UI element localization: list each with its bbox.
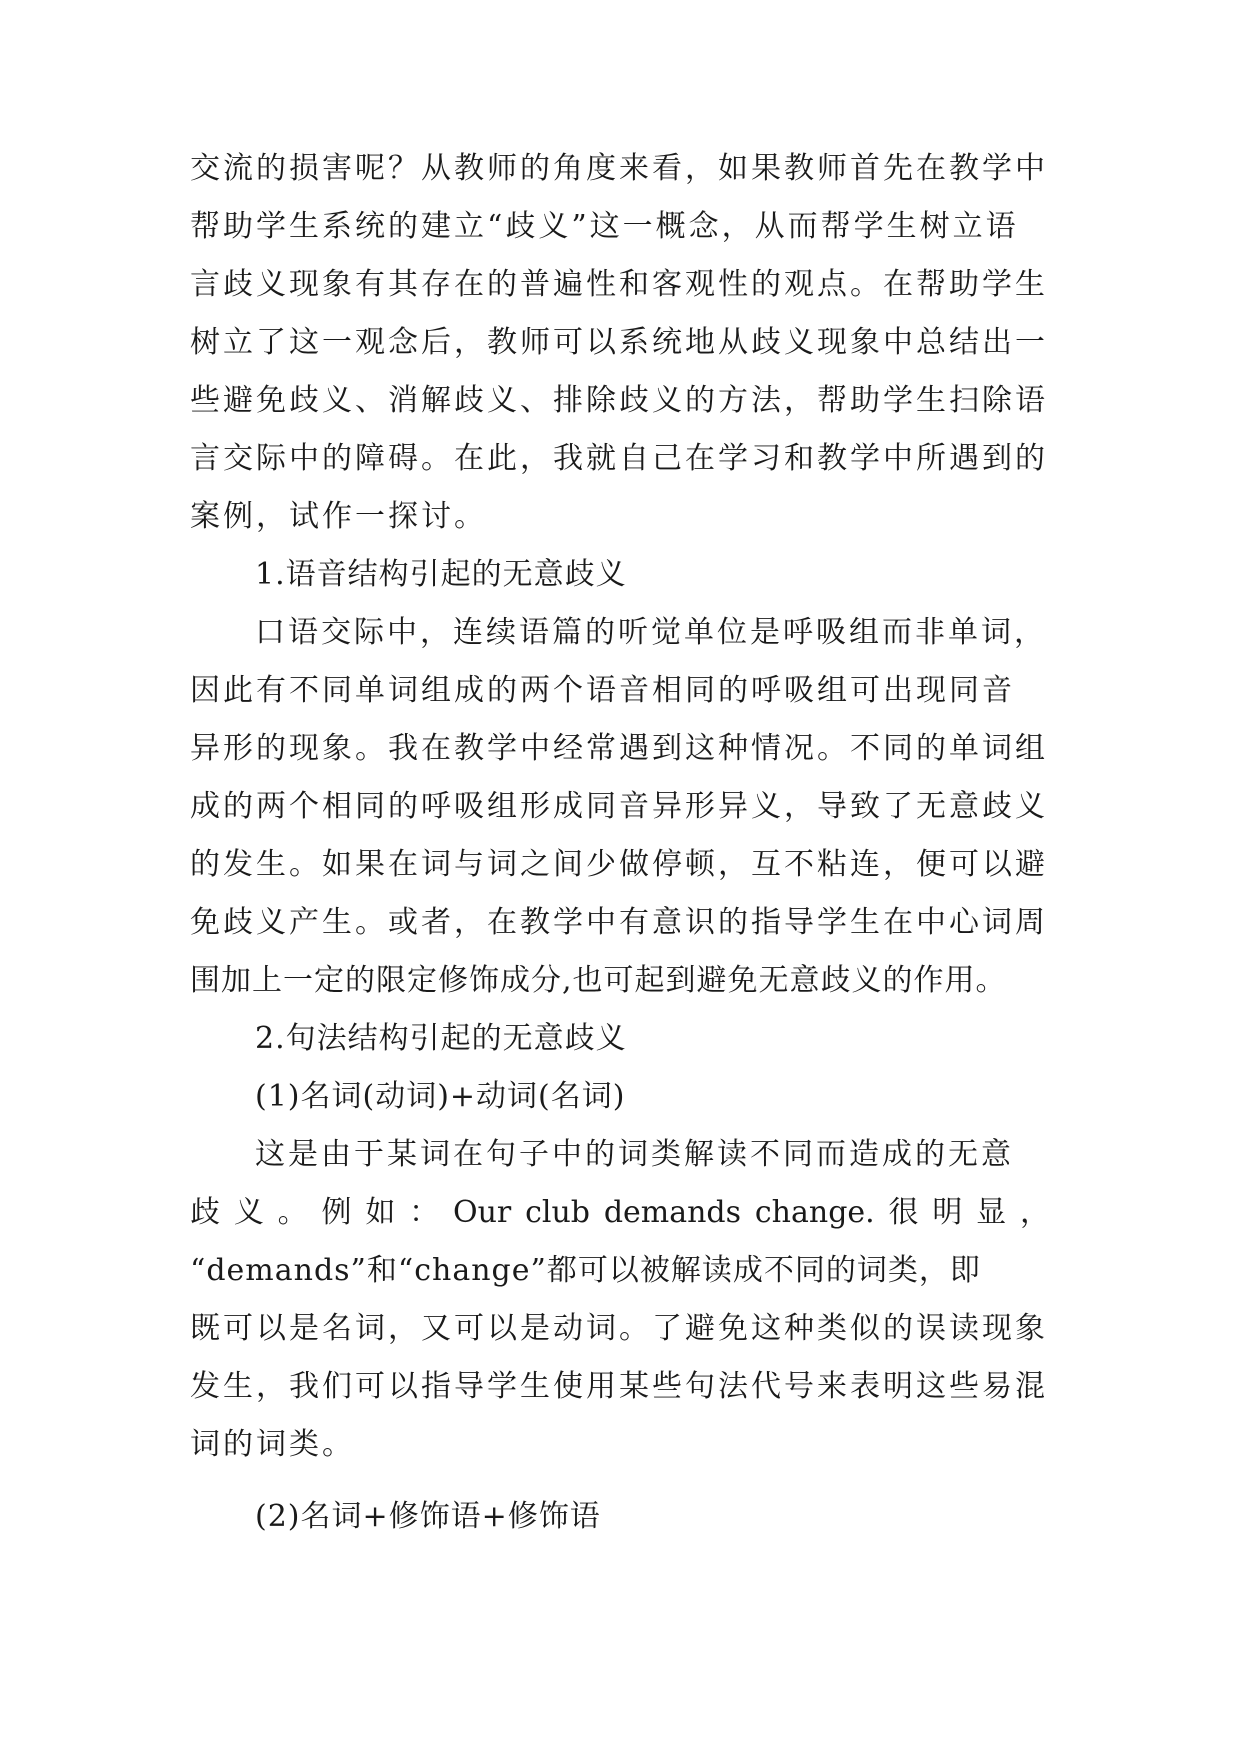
text-fragment: 义	[233, 1195, 264, 1230]
section-heading: 1.语音结构引起的无意歧义	[255, 557, 627, 592]
text-fragment: ：	[409, 1195, 440, 1230]
paragraph-line: 词的词类。	[190, 1427, 355, 1462]
paragraph-line: 些避免歧义、消解歧义、排除歧义的方法，帮助学生扫除语	[190, 383, 1048, 418]
text-fragment: demands	[603, 1195, 742, 1230]
subsection-heading: (1)名词(动词)+动词(名词)	[255, 1079, 626, 1114]
text-fragment: 例	[321, 1195, 352, 1230]
text-fragment: 歧	[190, 1195, 220, 1230]
paragraph-line: 免歧义产生。或者，在教学中有意识的指导学生在中心词周	[190, 905, 1048, 940]
paragraph-line: 口语交际中，连续语篇的听觉单位是呼吸组而非单词，	[255, 615, 1047, 650]
paragraph-line: 交流的损害呢？从教师的角度来看，如果教师首先在教学中	[190, 151, 1048, 186]
text-fragment: 。	[277, 1195, 308, 1230]
paragraph-line: 围加上一定的限定修饰成分,也可起到避免无意歧义的作用。	[190, 963, 1007, 998]
section-heading: 2.句法结构引起的无意歧义	[255, 1021, 627, 1056]
text-fragment: 如	[365, 1195, 396, 1230]
paragraph-line: 树立了这一观念后，教师可以系统地从歧义现象中总结出一	[190, 325, 1048, 360]
paragraph-line: 既可以是名词，又可以是动词。了避免这种类似的误读现象	[190, 1311, 1048, 1346]
paragraph-line: 因此有不同单词组成的两个语音相同的呼吸组可出现同音	[190, 673, 1015, 708]
paragraph-line: 发生，我们可以指导学生使用某些句法代号来表明这些易混	[190, 1369, 1048, 1404]
paragraph-line: 成的两个相同的呼吸组形成同音异形异义，导致了无意歧义	[190, 789, 1048, 824]
text-fragment: Our	[452, 1195, 512, 1230]
paragraph-line: 的发生。如果在词与词之间少做停顿，互不粘连，便可以避	[190, 847, 1048, 882]
paragraph-line: 言交际中的障碍。在此，我就自己在学习和教学中所遇到的	[190, 441, 1048, 476]
paragraph-line-justified	[190, 1184, 1050, 1242]
paragraph-line: 这是由于某词在句子中的词类解读不同而造成的无意	[255, 1137, 1014, 1172]
text-fragment: ，	[1020, 1195, 1050, 1230]
subsection-heading: (2)名词+修饰语+修饰语	[255, 1499, 601, 1534]
text-fragment: 明	[932, 1195, 963, 1230]
paragraph-line: “demands”和“change”都可以被解读成不同的词类，即	[190, 1253, 981, 1288]
text-fragment: 很	[888, 1195, 919, 1230]
paragraph-line: 异形的现象。我在教学中经常遇到这种情况。不同的单词组	[190, 731, 1048, 766]
text-fragment: club	[525, 1195, 590, 1230]
text-fragment: 显	[976, 1195, 1007, 1230]
text-fragment: change.	[754, 1195, 875, 1230]
paragraph-line: 言歧义现象有其存在的普遍性和客观性的观点。在帮助学生	[190, 267, 1048, 302]
paragraph-line: 案例，试作一探讨。	[190, 499, 487, 534]
paragraph-line: 帮助学生系统的建立“歧义”这一概念，从而帮学生树立语	[190, 209, 1019, 244]
